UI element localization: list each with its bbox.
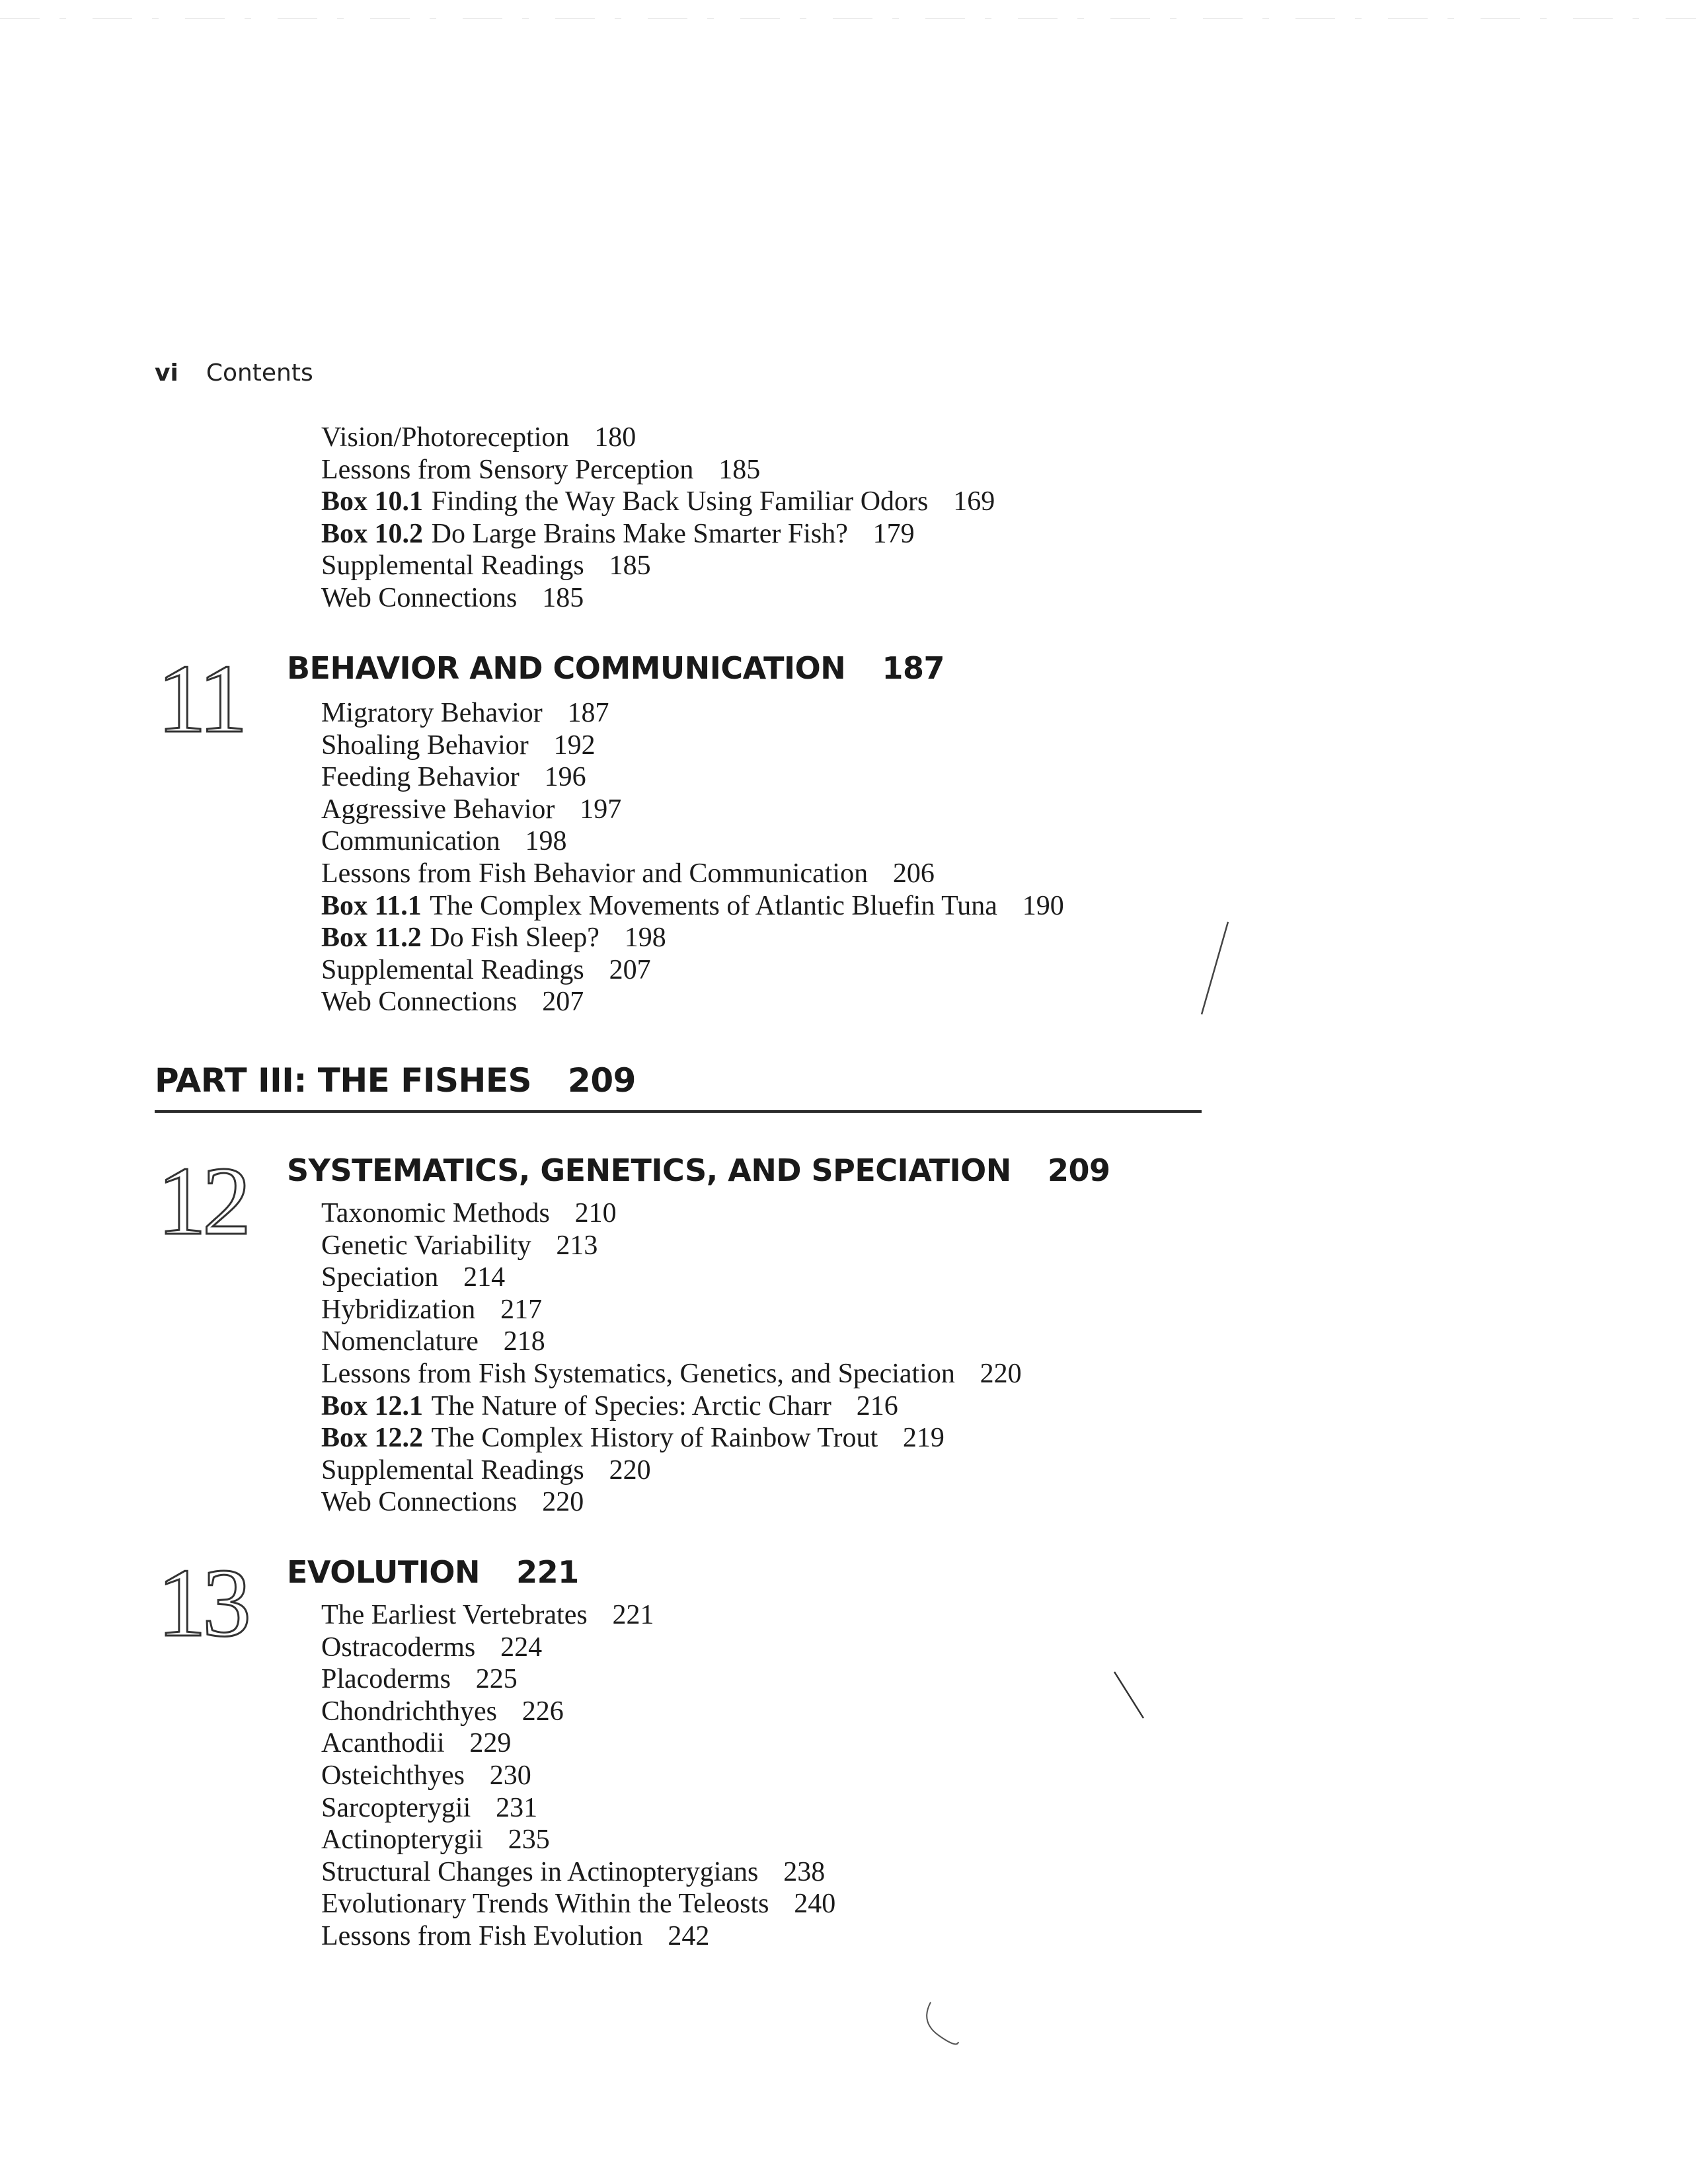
box-label: Box 10.2 — [321, 518, 424, 549]
entry-page-number: 192 — [553, 730, 596, 761]
entry-page-number: 169 — [953, 486, 995, 517]
chapter-11-number: 11 — [157, 645, 244, 753]
box-label: Box 11.1 — [321, 890, 422, 921]
chapter-12-number: 12 — [157, 1147, 247, 1256]
box-label: Box 12.2 — [321, 1423, 424, 1454]
entry-title: Supplemental Readings — [321, 1454, 584, 1486]
entry-page-number: 220 — [542, 1487, 584, 1518]
toc-box-entry — [321, 518, 995, 550]
entry-title: Nomenclature — [321, 1326, 479, 1357]
entry-page-number: 210 — [574, 1198, 617, 1228]
toc-entry — [321, 954, 1064, 987]
entry-page-number: 220 — [609, 1454, 651, 1486]
part-title: PART III: THE FISHES — [155, 1061, 532, 1100]
entry-title: Do Large Brains Make Smarter Fish? — [431, 518, 848, 549]
toc-entry — [321, 1486, 1022, 1519]
chapter-10-entries — [321, 422, 995, 615]
entry-title: Evolutionary Trends Within the Teleosts — [321, 1889, 769, 1920]
entry-title: The Complex Movements of Atlantic Bluefin Tuna — [430, 890, 997, 921]
entry-title: Finding the Way Back Using Familiar Odors — [431, 486, 929, 517]
entry-title: Osteichthyes — [321, 1760, 465, 1791]
entry-title: Ostracoderms — [321, 1632, 476, 1663]
chapter-13-entries — [321, 1599, 835, 1953]
entry-page-number: 213 — [556, 1230, 598, 1261]
toc-entry — [321, 422, 995, 454]
entry-title: Genetic Variability — [321, 1230, 531, 1261]
entry-title: Chondrichthyes — [321, 1696, 497, 1727]
toc-entry — [321, 1696, 835, 1728]
entry-title: Shoaling Behavior — [321, 730, 529, 761]
entry-title: Supplemental Readings — [321, 954, 584, 985]
page-folio: vi — [155, 359, 178, 387]
toc-box-entry — [321, 890, 1064, 923]
entry-page-number: 240 — [794, 1889, 836, 1920]
entry-title: Web Connections — [321, 987, 518, 1018]
entry-title: Placoderms — [321, 1664, 451, 1695]
entry-title: Speciation — [321, 1262, 439, 1293]
chapter-13-heading — [287, 1554, 579, 1590]
toc-entry — [321, 858, 1064, 890]
entry-page-number: 197 — [580, 794, 622, 825]
toc-box-entry — [321, 1422, 1022, 1454]
box-label: Box 11.2 — [321, 923, 422, 954]
chapter-11-page: 187 — [882, 650, 944, 686]
entry-title: Communication — [321, 826, 500, 857]
entry-page-number: 226 — [521, 1696, 564, 1727]
toc-entry — [321, 1454, 1022, 1487]
entry-title: The Complex History of Rainbow Trout — [431, 1423, 878, 1454]
entry-title: Actinopterygii — [321, 1825, 483, 1856]
entry-page-number: 224 — [500, 1632, 543, 1663]
entry-title: Lessons from Sensory Perception — [321, 454, 694, 485]
entry-page-number: 198 — [525, 826, 567, 857]
toc-entry — [321, 1599, 835, 1632]
entry-page-number: 185 — [609, 550, 651, 582]
running-head-label: Contents — [206, 359, 313, 387]
box-label: Box 10.1 — [321, 486, 424, 517]
chapter-12-heading — [287, 1152, 1110, 1188]
entry-page-number: 179 — [872, 518, 915, 549]
entry-page-number: 214 — [463, 1262, 506, 1293]
toc-entry — [321, 1727, 835, 1760]
chapter-13-number: 13 — [157, 1549, 247, 1657]
entry-title: Do Fish Sleep? — [430, 923, 599, 954]
entry-page-number: 217 — [500, 1294, 543, 1325]
entry-title: Lessons from Fish Evolution — [321, 1920, 643, 1951]
toc-entry — [321, 1197, 1022, 1230]
toc-entry — [321, 1792, 835, 1825]
toc-entry — [321, 1760, 835, 1792]
chapter-11-entries — [321, 697, 1064, 1018]
toc-entry — [321, 1230, 1022, 1262]
entry-page-number: 238 — [783, 1856, 826, 1887]
entry-title: Migratory Behavior — [321, 698, 543, 728]
entry-page-number: 229 — [469, 1728, 512, 1759]
toc-entry — [321, 697, 1064, 730]
toc-entry — [321, 761, 1064, 794]
toc-entry — [321, 1261, 1022, 1294]
entry-page-number: 206 — [892, 858, 935, 889]
entry-title: Web Connections — [321, 1487, 518, 1518]
entry-page-number: 219 — [902, 1423, 944, 1454]
chapter-11-heading — [287, 650, 944, 686]
toc-entry — [321, 1632, 835, 1664]
chapter-11-title: BEHAVIOR AND COMMUNICATION — [287, 650, 846, 686]
part-heading — [155, 1061, 636, 1100]
entry-title: Hybridization — [321, 1294, 476, 1325]
entry-page-number: 220 — [980, 1358, 1022, 1389]
chapter-12-page: 209 — [1047, 1152, 1110, 1188]
entry-title: Web Connections — [321, 582, 518, 613]
entry-title: Structural Changes in Actinopterygians — [321, 1856, 759, 1887]
entry-page-number: 180 — [594, 422, 636, 453]
entry-title: The Nature of Species: Arctic Charr — [431, 1390, 831, 1421]
toc-box-entry — [321, 1390, 1022, 1423]
entry-page-number: 185 — [718, 454, 761, 485]
entry-title: Taxonomic Methods — [321, 1198, 550, 1228]
entry-title: Acanthodii — [321, 1728, 445, 1759]
part-divider-rule — [155, 1110, 1202, 1113]
entry-title: Vision/Photoreception — [321, 422, 570, 453]
entry-title: Lessons from Fish Systematics, Genetics, and Speciation — [321, 1358, 955, 1389]
entry-page-number: 235 — [508, 1825, 550, 1856]
toc-entry — [321, 1294, 1022, 1326]
toc-entry — [321, 1856, 835, 1889]
entry-page-number: 207 — [542, 987, 584, 1018]
toc-box-entry — [321, 922, 1064, 954]
toc-entry — [321, 1326, 1022, 1358]
toc-box-entry — [321, 486, 995, 518]
toc-entry — [321, 1888, 835, 1920]
toc-entry — [321, 825, 1064, 858]
toc-entry — [321, 454, 995, 486]
toc-entry — [321, 582, 995, 615]
entry-title: Aggressive Behavior — [321, 794, 555, 825]
toc-entry — [321, 1920, 835, 1953]
entry-title: Sarcopterygii — [321, 1792, 471, 1823]
toc-entry — [321, 1663, 835, 1696]
entry-page-number: 242 — [668, 1920, 710, 1951]
chapter-13-page: 221 — [516, 1554, 579, 1590]
entry-page-number: 231 — [496, 1792, 538, 1823]
toc-entry — [321, 986, 1064, 1018]
toc-entry — [321, 730, 1064, 762]
part-page: 209 — [568, 1061, 636, 1100]
running-head — [155, 359, 313, 387]
toc-entry — [321, 794, 1064, 826]
entry-title: Lessons from Fish Behavior and Communication — [321, 858, 868, 889]
entry-page-number: 185 — [542, 582, 584, 613]
entry-page-number: 221 — [612, 1600, 654, 1630]
entry-page-number: 218 — [503, 1326, 545, 1357]
entry-page-number: 187 — [567, 698, 609, 728]
entry-page-number: 198 — [624, 923, 666, 954]
chapter-12-title: SYSTEMATICS, GENETICS, AND SPECIATION — [287, 1152, 1011, 1188]
toc-entry — [321, 1824, 835, 1856]
toc-entry — [321, 550, 995, 582]
entry-page-number: 230 — [489, 1760, 531, 1791]
box-label: Box 12.1 — [321, 1390, 424, 1421]
entry-title: Feeding Behavior — [321, 762, 520, 793]
entry-page-number: 196 — [544, 762, 586, 793]
entry-title: Supplemental Readings — [321, 550, 584, 582]
entry-title: The Earliest Vertebrates — [321, 1600, 588, 1630]
toc-entry — [321, 1358, 1022, 1390]
entry-page-number: 225 — [475, 1664, 518, 1695]
entry-page-number: 190 — [1022, 890, 1064, 921]
chapter-12-entries — [321, 1197, 1022, 1519]
entry-page-number: 207 — [609, 954, 651, 985]
entry-page-number: 216 — [856, 1390, 898, 1421]
chapter-13-title: EVOLUTION — [287, 1554, 480, 1590]
